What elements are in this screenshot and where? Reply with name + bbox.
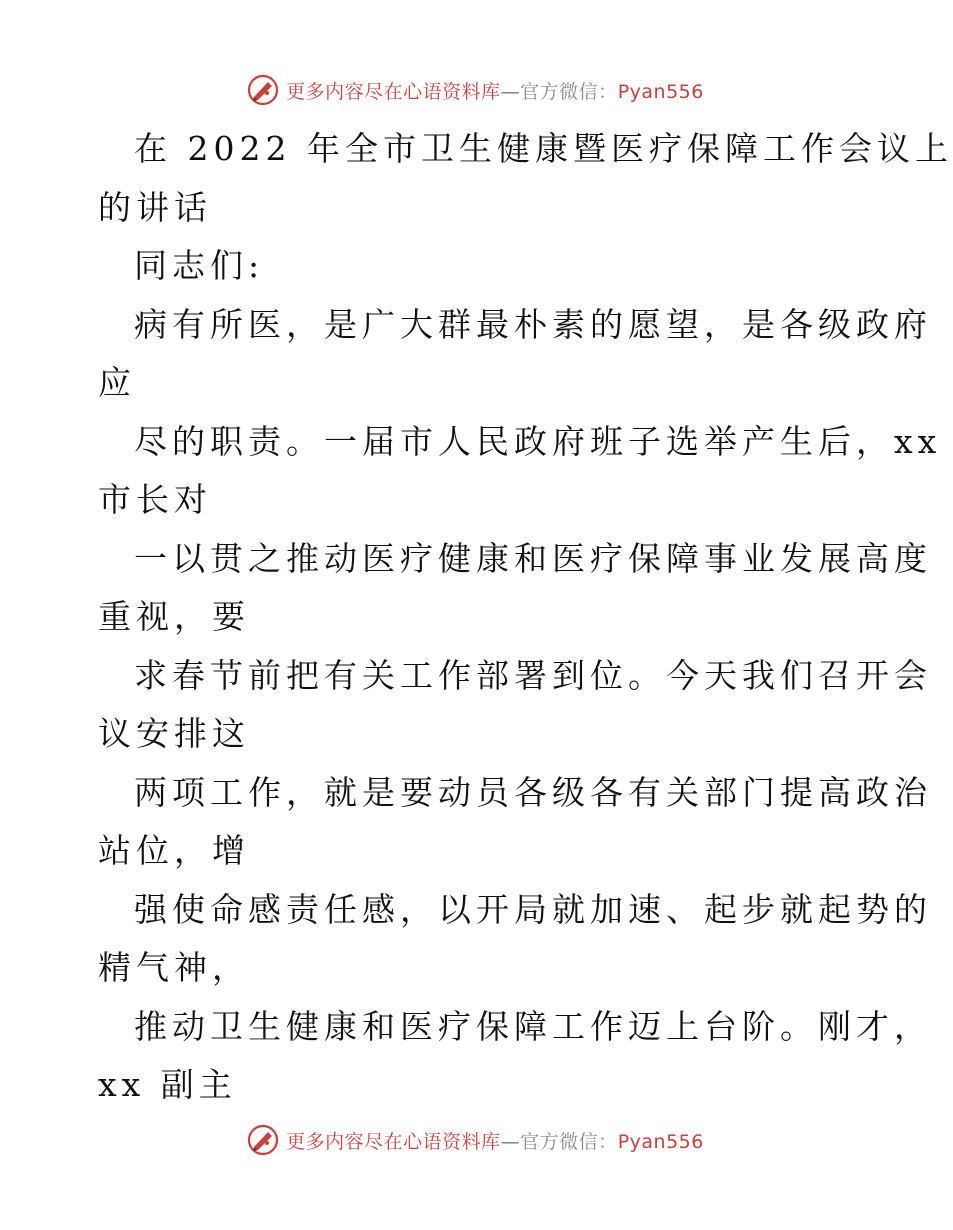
header-watermark [0,70,950,110]
text-line: 站位，增 [98,831,250,870]
watermark-wechat-label: 官方微信： [520,80,618,103]
watermark-separator: — [500,1130,521,1153]
watermark-text [286,1127,704,1154]
watermark-group [246,1123,704,1157]
text-line: 尽的职责。一届市人民政府班子选举产生后，xx [134,421,942,461]
text-line: 议安排这 [98,714,250,753]
watermark-main-text: 更多内容尽在心语资料库 [286,1130,501,1153]
text-line: 病有所医，是广大群最朴素的愿望，是各级政府 [134,304,932,344]
text-line: 同志们: [134,246,265,285]
pen-logo-icon [246,73,280,107]
text-line: 推动卫生健康和医疗保障工作迈上台阶。刚才， [134,1006,932,1046]
text-line: 在 2022 年全市卫生健康暨医疗保障工作会议上 [134,129,953,168]
watermark-wechat-id: Pyan556 [617,1130,704,1153]
text-line: 市长对 [98,480,212,519]
text-line: 应 [98,363,136,402]
watermark-separator: — [500,80,521,103]
text-line: 一以贯之推动医疗健康和医疗保障事业发展高度 [134,538,932,578]
document-body [98,120,953,1115]
text-line: 求春节前把有关工作部署到位。今天我们召开会 [134,655,932,695]
text-line: xx 副主 [98,1065,237,1104]
text-line: 的讲话 [98,187,212,227]
watermark-text [286,77,704,104]
text-line: 精气神， [98,948,250,987]
footer-watermark [0,1120,950,1160]
text-line: 强使命感责任感，以开局就加速、起步就起势的 [134,889,932,929]
text-line: 两项工作，就是要动员各级各有关部门提高政治 [134,772,932,812]
text-line: 重视，要 [98,597,250,636]
watermark-wechat-label: 官方微信： [520,1130,618,1153]
watermark-main-text: 更多内容尽在心语资料库 [286,80,501,103]
watermark-group [246,73,704,107]
watermark-wechat-id: Pyan556 [617,80,704,103]
pen-logo-icon [246,1123,280,1157]
